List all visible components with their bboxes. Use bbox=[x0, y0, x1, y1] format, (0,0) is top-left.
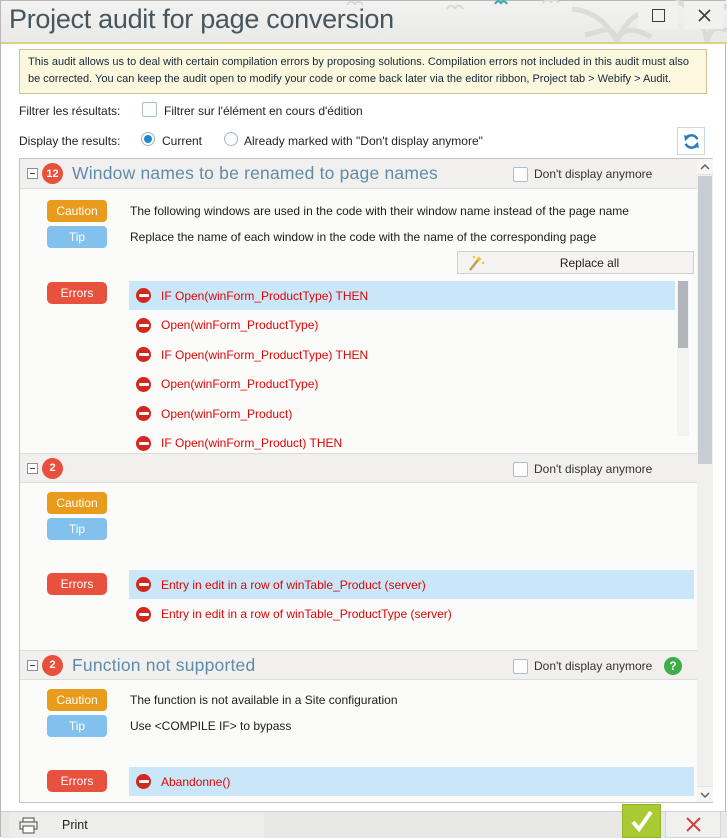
error-list-function bbox=[129, 767, 694, 802]
error-text: Abandonne() bbox=[161, 774, 231, 789]
no-entry-icon bbox=[136, 436, 151, 451]
cancel-button[interactable] bbox=[665, 811, 721, 838]
tip-tag: Tip bbox=[47, 518, 107, 540]
error-text: IF Open(winForm_Product) THEN bbox=[161, 436, 343, 450]
dont-display-label: Don't display anymore bbox=[534, 462, 653, 476]
error-count-badge: 2 bbox=[42, 655, 63, 676]
print-label: Print bbox=[62, 818, 88, 832]
no-entry-icon bbox=[136, 406, 151, 421]
caution-tag: Caution bbox=[47, 492, 107, 514]
radio-already-marked-label[interactable]: Already marked with "Don't display anymore" bbox=[244, 134, 483, 148]
error-text: Open(winForm_Product) bbox=[161, 406, 293, 421]
tip-tag: Tip bbox=[47, 226, 107, 248]
filter-results-label: Filtrer les résultats: bbox=[19, 104, 121, 118]
dont-display-checkbox[interactable] bbox=[513, 462, 528, 477]
error-text: IF Open(winForm_ProductType) THEN bbox=[161, 347, 369, 362]
cancel-x-icon bbox=[685, 816, 702, 833]
caution-text: The function is not available in a Site configuration bbox=[130, 693, 398, 707]
audit-results-panel bbox=[19, 158, 713, 803]
error-row[interactable] bbox=[129, 767, 694, 796]
caution-tag: Caution bbox=[47, 689, 107, 711]
no-entry-icon bbox=[136, 774, 151, 789]
radio-current[interactable] bbox=[141, 132, 155, 146]
replace-all-button[interactable] bbox=[457, 251, 694, 274]
info-banner: This audit allows us to deal with certain compilation errors by proposing solutions. Compilation errors not included in this audit must also be corrected. You can keep the audit open to modify your code or come back later via the editor ribbon, Project tab > Webify > Audit. bbox=[19, 49, 707, 94]
help-icon[interactable]: ? bbox=[664, 657, 682, 675]
tip-text: Replace the name of each window in the code with the name of the corresponding page bbox=[130, 230, 597, 244]
error-row[interactable] bbox=[129, 281, 675, 310]
error-text: IF Open(winForm_ProductType) THEN bbox=[161, 288, 369, 303]
dont-display-control[interactable] bbox=[513, 159, 652, 189]
no-entry-icon bbox=[136, 288, 151, 303]
collapse-icon[interactable] bbox=[27, 168, 38, 179]
no-entry-icon bbox=[136, 607, 151, 622]
magic-wand-icon bbox=[466, 254, 486, 272]
tip-tag: Tip bbox=[47, 715, 107, 737]
checkmark-icon bbox=[629, 809, 655, 833]
scrollbar-thumb[interactable] bbox=[678, 281, 688, 348]
page-title: Project audit for page conversion bbox=[9, 4, 394, 34]
tip-text: Use <COMPILE IF> to bypass bbox=[130, 719, 292, 733]
errors-tag: Errors bbox=[47, 282, 107, 304]
error-list-window-names bbox=[129, 281, 675, 450]
radio-current-label[interactable]: Current bbox=[162, 134, 203, 148]
close-button[interactable] bbox=[684, 1, 724, 29]
section-table-entry-header[interactable] bbox=[20, 453, 697, 483]
ok-button[interactable] bbox=[622, 804, 661, 838]
refresh-button[interactable] bbox=[677, 127, 705, 155]
radio-already-marked[interactable] bbox=[224, 132, 238, 146]
printer-icon bbox=[19, 817, 38, 834]
error-row[interactable] bbox=[129, 399, 675, 428]
error-row[interactable] bbox=[129, 370, 675, 399]
collapse-icon[interactable] bbox=[27, 660, 38, 671]
filter-current-element-label[interactable]: Filtrer sur l'élément en cours d'édition bbox=[164, 104, 363, 118]
error-row[interactable] bbox=[129, 600, 694, 629]
filter-current-element-checkbox[interactable] bbox=[142, 102, 157, 117]
error-row[interactable] bbox=[129, 570, 694, 599]
maximize-button[interactable] bbox=[638, 1, 678, 29]
no-entry-icon bbox=[136, 318, 151, 333]
dont-display-label: Don't display anymore bbox=[534, 659, 653, 673]
maximize-icon bbox=[652, 9, 665, 22]
error-row[interactable] bbox=[129, 311, 675, 340]
section-function-not-supported-header[interactable] bbox=[20, 650, 697, 680]
error-text: Open(winForm_ProductType) bbox=[161, 318, 319, 332]
section-title: Window names to be renamed to page names bbox=[72, 163, 438, 183]
scroll-down-button[interactable] bbox=[697, 786, 713, 802]
title-bar bbox=[1, 1, 727, 42]
error-text: Entry in edit in a row of winTable_Product (server) bbox=[161, 577, 426, 592]
error-list-table-entry bbox=[129, 570, 694, 630]
section-title: Function not supported bbox=[72, 654, 256, 675]
dont-display-checkbox[interactable] bbox=[513, 167, 528, 182]
caution-tag: Caution bbox=[47, 200, 107, 222]
errors-tag: Errors bbox=[47, 770, 107, 792]
footer-bar bbox=[1, 811, 727, 838]
error-count-badge: 12 bbox=[42, 163, 63, 184]
error-count-badge: 2 bbox=[42, 458, 63, 479]
scrollbar-thumb[interactable] bbox=[698, 176, 712, 464]
error-text: Entry in edit in a row of winTable_ProductType (server) bbox=[161, 607, 452, 621]
section-window-names-header[interactable] bbox=[20, 159, 697, 189]
error-row[interactable] bbox=[129, 340, 675, 369]
error-text: Open(winForm_ProductType) bbox=[161, 377, 319, 391]
error-list-scrollbar[interactable] bbox=[677, 281, 689, 436]
refresh-icon bbox=[682, 132, 701, 151]
no-entry-icon bbox=[136, 577, 151, 592]
chevron-up-icon bbox=[700, 164, 710, 170]
errors-tag: Errors bbox=[47, 573, 107, 595]
dont-display-control[interactable] bbox=[513, 651, 652, 681]
caution-text: The following windows are used in the code with their window name instead of the page name bbox=[130, 204, 629, 218]
panel-scrollbar[interactable] bbox=[697, 159, 713, 802]
dont-display-control[interactable] bbox=[513, 454, 652, 484]
dont-display-label: Don't display anymore bbox=[534, 167, 653, 181]
close-icon bbox=[697, 8, 712, 23]
scroll-up-button[interactable] bbox=[697, 159, 713, 175]
replace-all-label: Replace all bbox=[559, 255, 620, 270]
display-results-label: Display the results: bbox=[19, 134, 121, 148]
chevron-down-icon bbox=[700, 792, 710, 798]
dont-display-checkbox[interactable] bbox=[513, 659, 528, 674]
print-button[interactable] bbox=[9, 812, 264, 838]
divider bbox=[1, 42, 727, 44]
no-entry-icon bbox=[136, 347, 151, 362]
collapse-icon[interactable] bbox=[27, 463, 38, 474]
no-entry-icon bbox=[136, 377, 151, 392]
